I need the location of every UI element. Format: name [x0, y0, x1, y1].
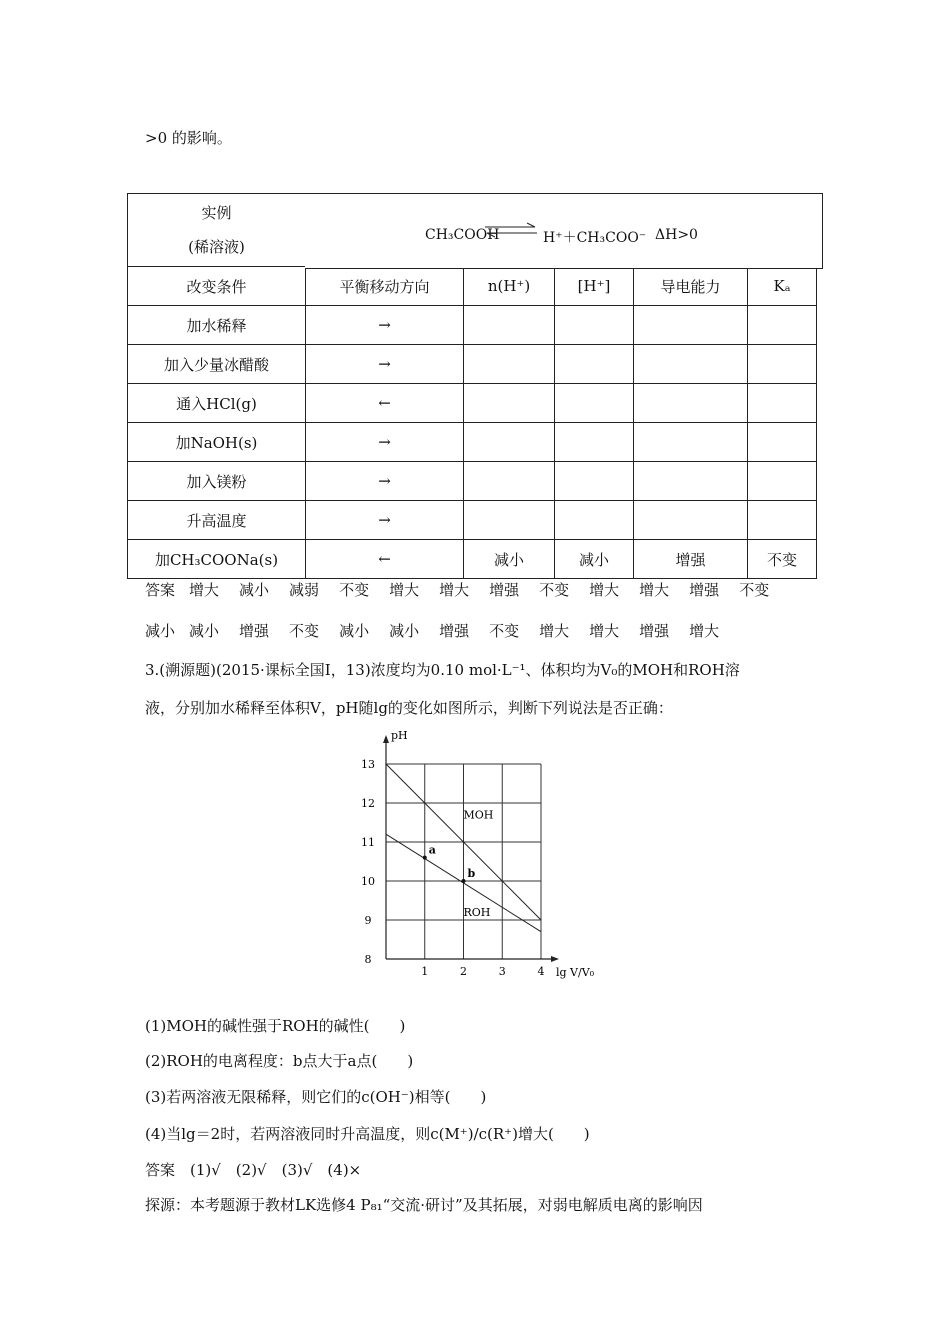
cell-condition: 加CH₃COONa(s): [128, 540, 306, 579]
cell-conductivity: [634, 501, 748, 540]
table-header-row: [128, 267, 817, 306]
cell-ka: [748, 423, 817, 462]
item-2: (2)ROH的电离程度：b点大于a点( ): [145, 1052, 414, 1070]
header-example: [128, 194, 306, 267]
answer-word: 增强: [639, 622, 670, 640]
answer1-line1: [145, 579, 789, 600]
cell-ka: [748, 384, 817, 423]
col-header: n(H⁺): [464, 267, 555, 306]
answer-word: 减小: [239, 581, 270, 599]
series-label: MOH: [463, 808, 494, 822]
table-row: [128, 462, 817, 501]
answer-word: 不变: [289, 622, 320, 640]
cell-ka: 不变: [748, 540, 817, 579]
item-4: (4)当lg＝2时，若两溶液同时升高温度，则c(M⁺)/c(R⁺)增大( ): [145, 1125, 590, 1143]
answer-word: 增强: [239, 622, 270, 640]
col-header: 平衡移动方向: [306, 267, 464, 306]
answer-word: 增大: [439, 581, 470, 599]
cell-conductivity: [634, 306, 748, 345]
cell-direction: →: [306, 306, 464, 345]
cell-conductivity: [634, 423, 748, 462]
table-row: [128, 306, 817, 345]
cell-direction: ←: [306, 384, 464, 423]
equilibrium-arrow-icon: [483, 222, 539, 238]
cell-n-h: [464, 501, 555, 540]
cell-ka: [748, 306, 817, 345]
x-tick-label: 2: [460, 965, 467, 978]
answer-word: 增大: [589, 622, 620, 640]
table-row: [128, 540, 817, 579]
answer2: 答案 (1)√ (2)√ (3)√ (4)×: [145, 1161, 362, 1179]
y-tick-label: 10: [361, 875, 375, 888]
cell-n-h: [464, 423, 555, 462]
cell-direction: →: [306, 345, 464, 384]
y-tick-label: 13: [361, 758, 375, 771]
y-tick-label: 12: [361, 797, 375, 810]
answer-word: 增大: [639, 581, 670, 599]
data-point: [423, 856, 427, 860]
cell-ka: [748, 462, 817, 501]
cell-direction: ←: [306, 540, 464, 579]
cell-conductivity: [634, 384, 748, 423]
equation-left: CH₃COOH: [425, 227, 500, 243]
cell-c-h: [555, 423, 634, 462]
answer-word: 增大: [389, 581, 420, 599]
answer-word: 增大: [189, 581, 220, 599]
equation-dh: ΔH>0: [655, 227, 698, 243]
answer-word: 减小: [145, 622, 176, 640]
header-example-label: 实例: [201, 204, 232, 222]
col-header: 改变条件: [128, 267, 306, 306]
cell-c-h: [555, 462, 634, 501]
cell-condition: 通入HCl(g): [128, 384, 306, 423]
cell-conductivity: [634, 345, 748, 384]
answer-word: 不变: [739, 581, 770, 599]
cell-conductivity: [634, 462, 748, 501]
y-tick-label: 9: [364, 914, 372, 927]
x-tick-label: 1: [421, 965, 429, 978]
table-row: [128, 345, 817, 384]
table-row: [128, 501, 817, 540]
answer-word: 增强: [689, 581, 720, 599]
answer-word: 不变: [339, 581, 370, 599]
answer-word: 减小: [389, 622, 420, 640]
equation-right: H⁺＋CH₃COO⁻: [543, 230, 647, 246]
q3-line1: 3.(溯源题)(2015·课标全国Ⅰ，13)浓度均为0.10 mol·L⁻¹、体积均为V₀的MOH和ROH溶: [145, 661, 740, 679]
cell-ka: [748, 501, 817, 540]
answer-word: 不变: [489, 622, 520, 640]
x-axis-arrow-icon: [551, 956, 559, 962]
cell-conductivity: 增强: [634, 540, 748, 579]
cell-ka: [748, 345, 817, 384]
source-note: 探源：本考题源于教材LK选修4 P₈₁“交流·研讨”及其拓展，对弱电解质电离的影响因: [145, 1196, 703, 1214]
cell-c-h: [555, 501, 634, 540]
equation: [305, 193, 823, 269]
y-tick-label: 8: [364, 953, 372, 966]
item-3: (3)若两溶液无限稀释，则它们的c(OH⁻)相等( ): [145, 1088, 487, 1106]
item-1: (1)MOH的碱性强于ROH的碱性( ): [145, 1017, 406, 1035]
data-point: [462, 879, 466, 883]
cell-condition: 升高温度: [128, 501, 306, 540]
top-line: >0 的影响。: [145, 129, 232, 147]
q3-line2: 液，分别加水稀释至体积V，pH随lg的变化如图所示，判断下列说法是否正确：: [145, 699, 673, 717]
answer1-line2: [145, 620, 739, 641]
table-row: [128, 423, 817, 462]
cell-c-h: [555, 306, 634, 345]
answer-word: 不变: [539, 581, 570, 599]
y-axis-label: pH: [391, 729, 408, 742]
cell-c-h: [555, 384, 634, 423]
series-label: ROH: [463, 906, 491, 920]
answer-word: 增大: [589, 581, 620, 599]
y-tick-label: 11: [361, 836, 375, 849]
cell-direction: →: [306, 501, 464, 540]
col-header: Kₐ: [748, 267, 817, 306]
answer-word: 答案: [145, 581, 176, 599]
cell-condition: 加NaOH(s): [128, 423, 306, 462]
ph-dilution-chart: [345, 725, 595, 995]
answer-word: 减小: [339, 622, 370, 640]
table-row: [128, 384, 817, 423]
cell-c-h: 减小: [555, 540, 634, 579]
point-label: a: [428, 843, 436, 857]
answer-word: 减小: [189, 622, 220, 640]
cell-condition: 加水稀释: [128, 306, 306, 345]
x-tick-label: 4: [537, 965, 545, 978]
answer-word: 增强: [439, 622, 470, 640]
answer-word: 增大: [689, 622, 720, 640]
answer-word: 增大: [539, 622, 570, 640]
x-tick-label: 3: [498, 965, 506, 978]
col-header: [H⁺]: [555, 267, 634, 306]
cell-direction: →: [306, 423, 464, 462]
cell-n-h: [464, 345, 555, 384]
cell-n-h: [464, 384, 555, 423]
cell-condition: 加入镁粉: [128, 462, 306, 501]
answer-word: 增强: [489, 581, 520, 599]
x-axis-label: lg V/V₀: [556, 966, 595, 979]
cell-c-h: [555, 345, 634, 384]
point-label: b: [467, 867, 476, 880]
y-axis-arrow-icon: [383, 735, 389, 743]
cell-n-h: [464, 462, 555, 501]
cell-condition: 加入少量冰醋酸: [128, 345, 306, 384]
header-example-sub: (稀溶液): [188, 238, 245, 256]
cell-direction: →: [306, 462, 464, 501]
col-header: 导电能力: [634, 267, 748, 306]
cell-n-h: [464, 306, 555, 345]
cell-n-h: 减小: [464, 540, 555, 579]
answer-word: 减弱: [289, 581, 320, 599]
